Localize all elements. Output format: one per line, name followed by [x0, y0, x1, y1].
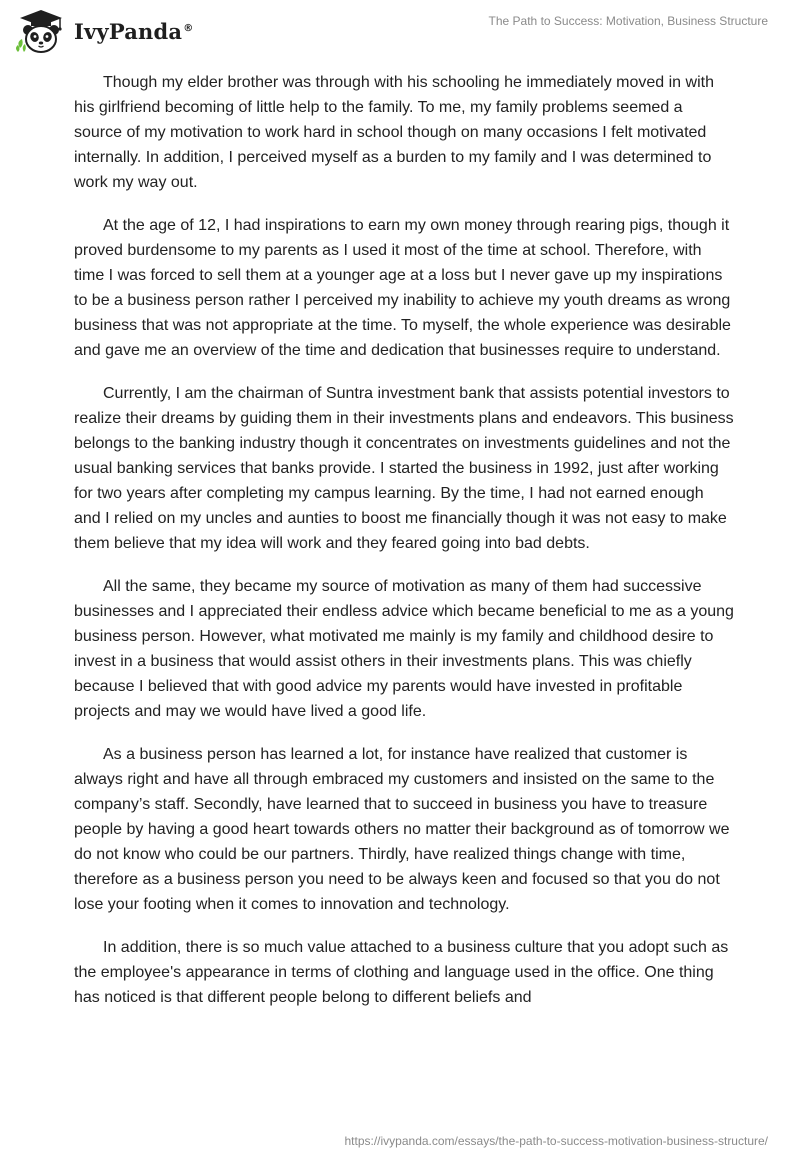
essay-body: [74, 70, 734, 1028]
paragraph: Though my elder brother was through with his schooling he immediately moved in with his girlfriend becoming of little help to the family. To me, my family problems seemed a source of my motivation to work hard in school though on many occasions I felt motivated internally. In addition, I perceived myself as a burden to my family and I was determined to work my way out.: [74, 74, 714, 191]
paragraph: All the same, they became my source of motivation as many of them had successive businesses and I appreciated their endless advice which became beneficial to me as a young business person. However, what motivated me mainly is my family and childhood desire to invest in a business that would assist others in their investments plans. This was chiefly because I believed that with good advice my parents would have invested in profitable projects and may we would have lived a good life.: [74, 578, 734, 720]
source-url[interactable]: https://ivypanda.com/essays/the-path-to-success-motivation-business-structure/: [344, 1134, 768, 1148]
page-header: [0, 0, 800, 60]
panda-graduate-icon: [14, 8, 68, 54]
document-title: The Path to Success: Motivation, Business Structure: [488, 14, 768, 28]
logo-wordmark: IvyPanda®: [74, 18, 194, 44]
paragraph: As a business person has learned a lot, for instance have realized that customer is always right and have all through embraced my customers and insisted on the same to the company’s staff. Secondly, have learned that to succeed in business you have to treasure people by having a good heart towards others no matter their background as of tomorrow we do not know who could be our partners. Thirdly, have realized things change with time, therefore as a business person you need to be always keen and focused so that you do not lose your footing when it comes to innovation and technology.: [74, 746, 730, 913]
paragraph: Currently, I am the chairman of Suntra investment bank that assists potential investors to realize their dreams by guiding them in their investments plans and endeavors. This business belongs to the banking industry though it concentrates on investments guidelines and not the usual banking services that banks provide. I started the business in 1992, just after working for two years after completing my campus learning. By the time, I had not earned enough and I relied on my uncles and aunties to boost me financially though it was not easy to make them believe that my idea will work and they feared going into bad debts.: [74, 385, 734, 552]
paragraph: In addition, there is so much value attached to a business culture that you adopt such as the employee's appearance in terms of clothing and language used in the office. One thing has noticed is that different people belong to different beliefs and: [74, 939, 729, 1006]
ivypanda-logo[interactable]: [14, 8, 193, 54]
paragraph: At the age of 12, I had inspirations to earn my own money through rearing pigs, though it proved burdensome to my parents as I used it most of the time at school. Therefore, with time I was forced to sell them at a younger age at a loss but I never gave up my inspirations to be a business person rather I perceived my inability to achieve my youth dreams as wrong business that was not appropriate at the time. To myself, the whole experience was desirable and gave me an overview of the time and dedication that businesses require to understand.: [74, 217, 731, 359]
